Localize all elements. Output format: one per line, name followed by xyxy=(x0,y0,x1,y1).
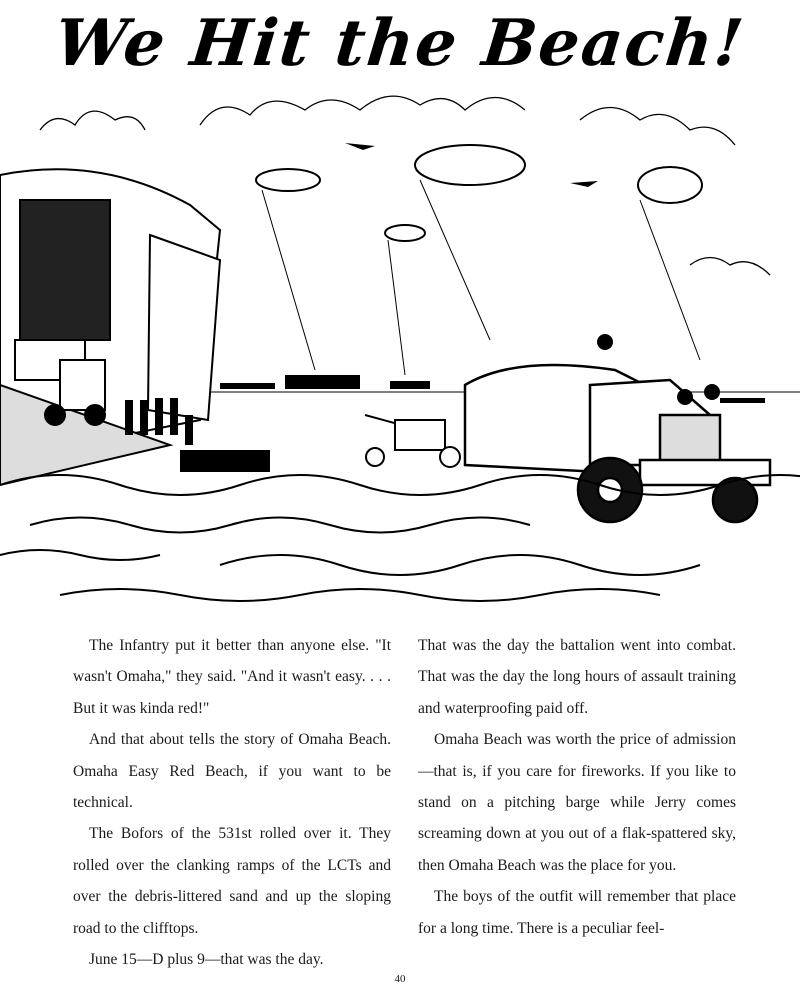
page-number: 40 xyxy=(394,973,406,985)
left-paragraph-1: The Infantry put it better than anyone else. "It wasn't Omaha," they said. "And it wasn't easy. . . . But it was kinda red!" xyxy=(73,637,391,717)
page-title: We Hit the Beach! xyxy=(51,6,749,81)
left-paragraph-2: And that about tells the story of Omaha Beach. Omaha Easy Red Beach, if you want to be technical. xyxy=(73,731,391,812)
beach-landing-illustration-icon xyxy=(0,95,800,615)
left-paragraph-3: The Bofors of the 531st rolled over it. They rolled over the clanking ramps of the LCTs and over the debris-littered sand and up the sloping road to the clifftops. xyxy=(73,825,391,937)
left-paragraph-4: June 15—D plus 9—that was the day. xyxy=(89,951,324,969)
right-paragraph-3: The boys of the outfit will remember that place for a long time. There is a peculiar feel- xyxy=(418,888,736,937)
left-column xyxy=(73,630,391,975)
right-column xyxy=(418,630,736,944)
right-paragraph-2: Omaha Beach was worth the price of admission—that is, if you care for fireworks. If you like to stand on a pitching barge while Jerry comes screaming down at you out of a flak-spattered sky, then Omaha Beach was the place for you. xyxy=(418,731,736,874)
right-paragraph-1: That was the day the battalion went into combat. That was the day the long hours of assault training and waterproofing paid off. xyxy=(418,637,736,717)
